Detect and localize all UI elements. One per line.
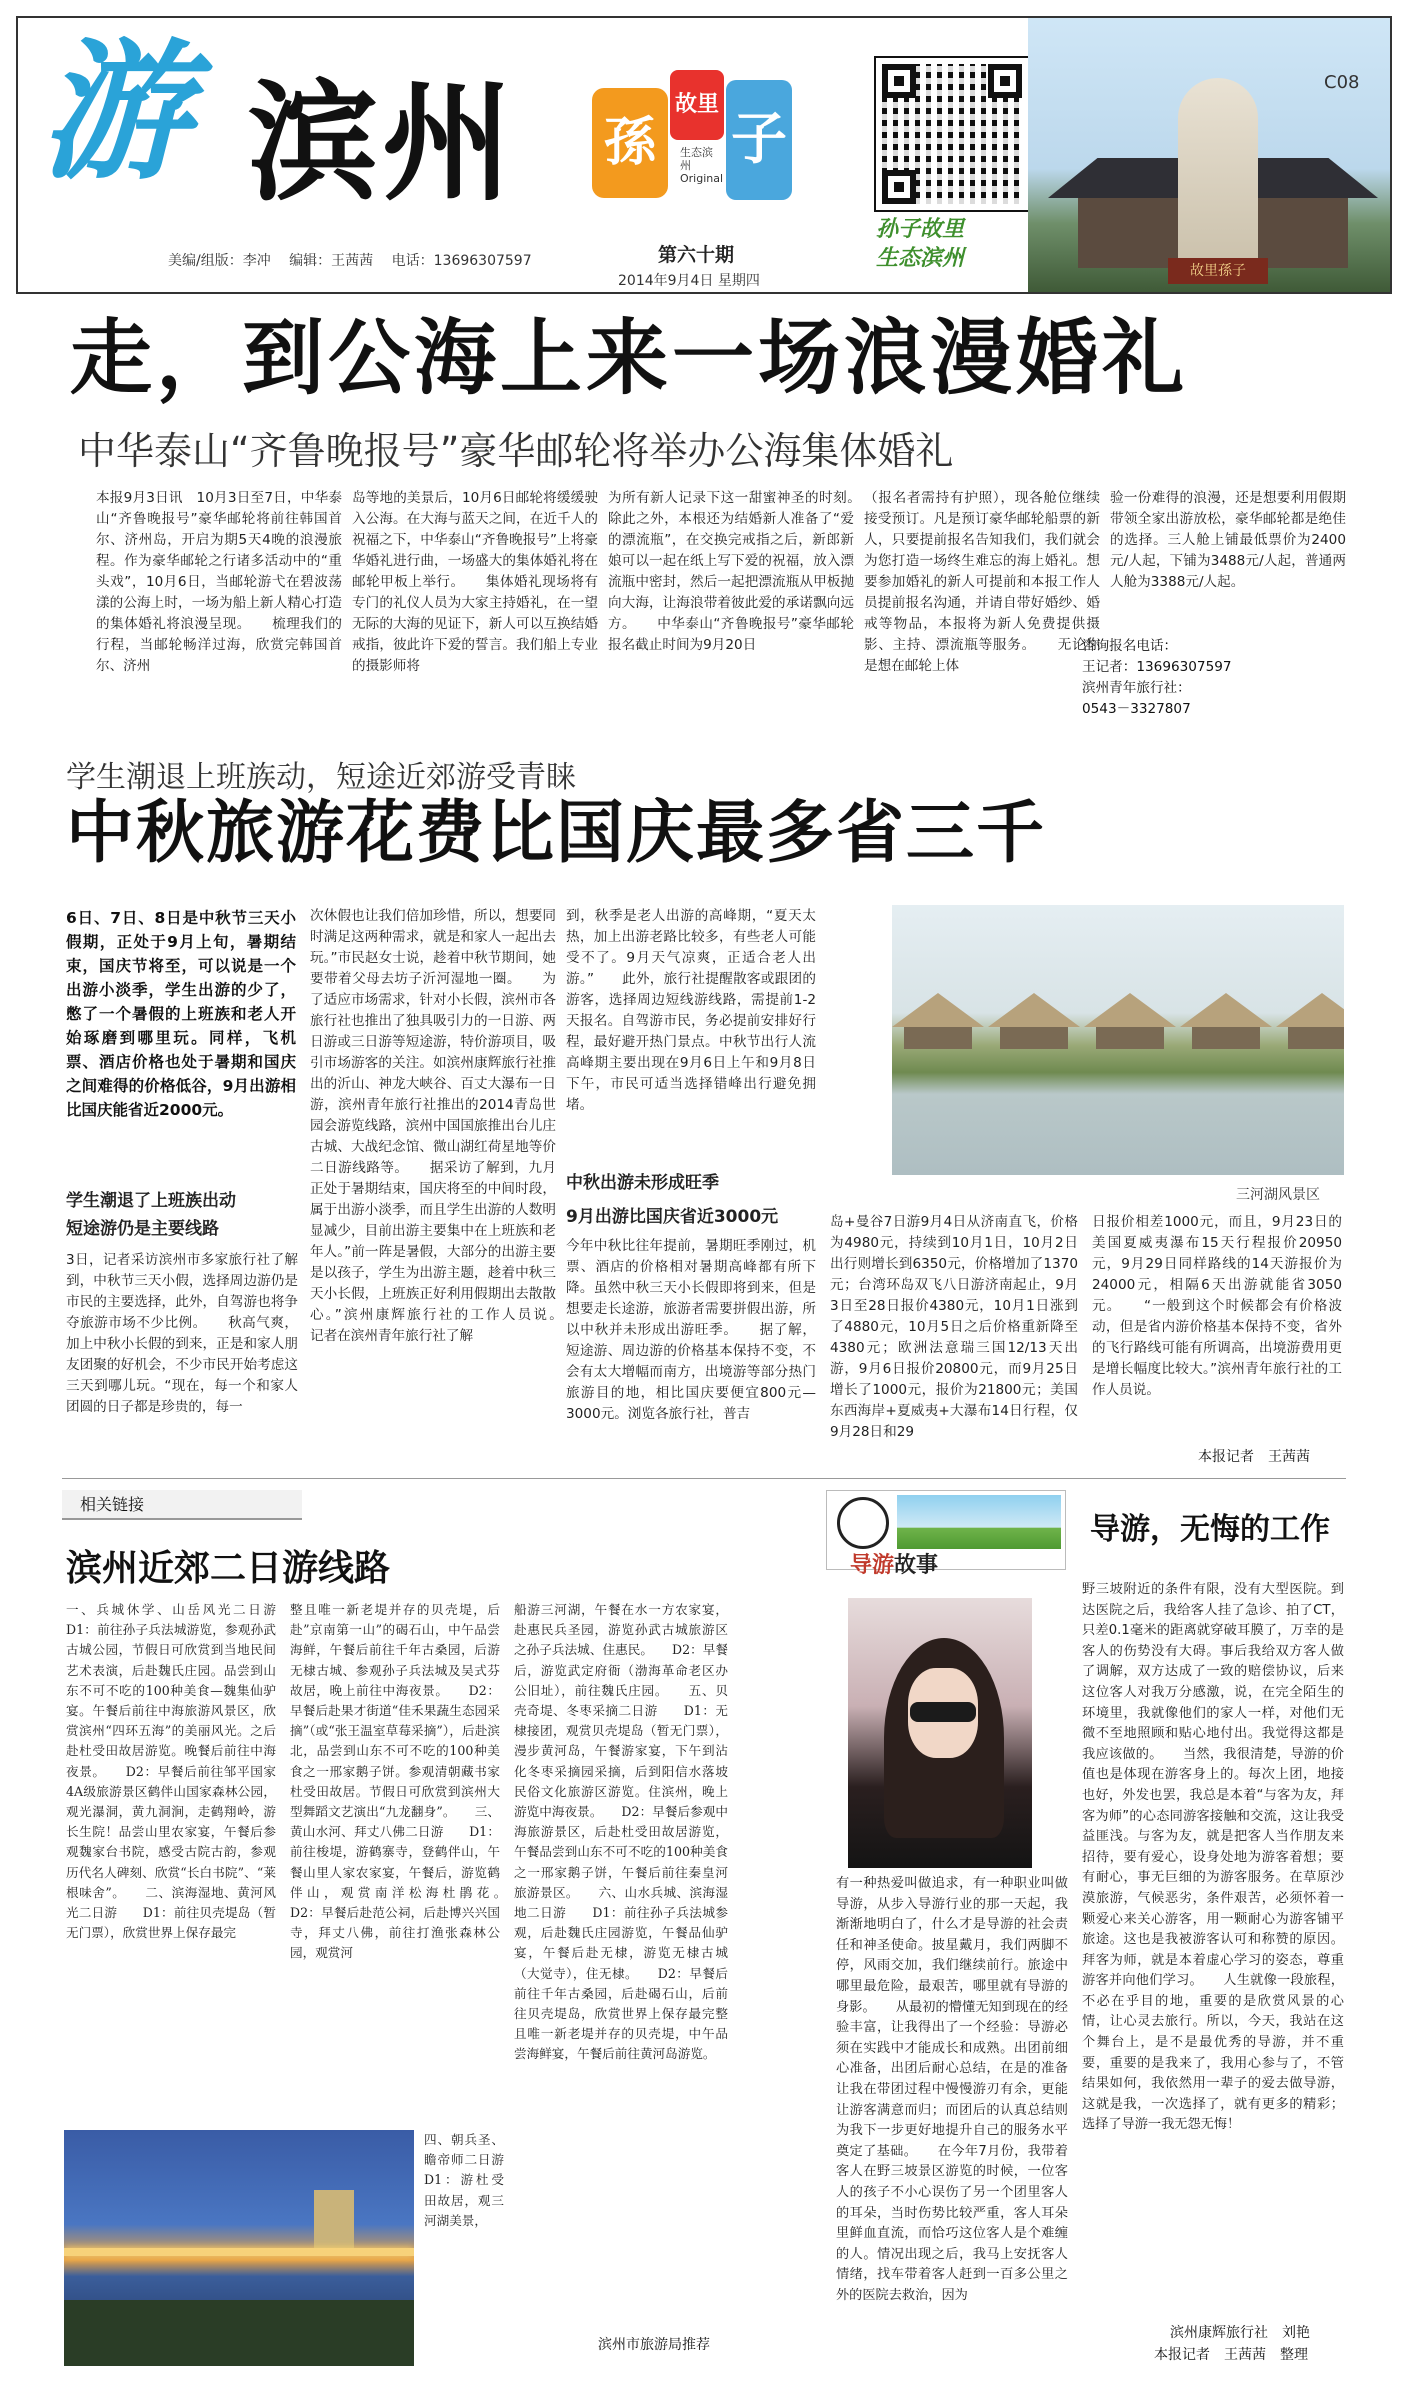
art-credit: 美编/组版：李冲 [168,253,271,269]
brand-city-name: 滨州 [248,67,517,219]
logo-caption: 生态滨州 Original [680,146,724,186]
related-column-4: 四、朝兵圣、瞻帝师二日游 D1：游杜受田故居，观三河湖美景， [424,2132,504,2228]
related-column-3: 船游三河湖，午餐在水一方农家宴，赴惠民兵圣园，游览孙武古城旅游区之孙子兵法城、住惠民。 D2：早餐后，游览武定府衙（渤海革命老区办公旧址），前往魏氏庄园。 五、贝壳奇堤、冬枣采摘二日游 D1：无棣接团，观赏贝壳堤岛（暂无门票），漫步黄河岛，午餐游家宴，下午到沾化冬枣采摘园采摘，后到阳信水落坡民俗文化旅游区游览。住滨州，晚上游览中海夜景。 D2：早餐后参观中海旅游景区，后赴杜受田故居游览，午餐品尝到山东不可不吃的100种美食之一邢家鹅子饼，午餐后前往秦皇河旅游景区。 六、山水兵城、滨海湿地二日游 D1：前往孙子兵法城参观，后赴魏氏庄园游览，午餐品仙驴宴，午餐后赴无棣，游览无棣古城（大觉寺），住无棣。 D2：早餐后前往千年古桑园，后赴碣石山，后前往贝壳堤岛，欣赏世界上保存最完整且唯一新老堤并存的贝壳堤，中午品尝海鲜宴，午餐后前往黄河岛游览。 [514,1602,728,2062]
related-byline: 滨州市旅游局推荐 [598,2337,710,2353]
masthead [16,16,1392,294]
related-column-1: 一、兵城休学、山岳风光二日游 D1：前往孙子兵法城游览，参观孙武古城公园，节假日可欣赏到当地民间艺术表演，后赴魏氏庄园。品尝到山东不可不吃的100种美食—魏集仙驴宴。午餐后前往中海旅游风景区，欣赏滨州“四环五海”的美丽风光。之后赴杜受田故居游览。晚餐后前往中海夜景。 D2：早餐后前往邹平国家4A级旅游景区鹤伴山国家森林公园，观光瀑洞，黄九洞涧，走鹤翔岭，游长生院！品尝山里农家宴，午餐后参观魏家台书院，感受古院古韵，参观历代名人碑刻、欣赏“长白书院”、“莱根味舍”。 二、滨海湿地、黄河风光二日游 D1：前往贝壳堤岛（暂无门票），欣赏世界上保存最完 [66,1602,276,1941]
temple-plaque: 故里孫子 [1168,258,1268,284]
article1-column-5: 验一份难得的浪漫，还是想要利用假期带领全家出游放松，豪华邮轮都是绝佳的选择。三人舱上铺最低票价为2400元/人起，下铺为3488元/人起，普通两人舱为3388元/人起。 [1110,490,1346,590]
article2-section2-title-2: 9月出游比国庆省近3000元 [566,1207,779,1227]
logo-tile-sun: 孫 [592,88,668,198]
article1-headline: 走，到公海上来一场浪漫婚礼 [70,311,1189,406]
article1-column-2: 岛等地的美景后，10月6日邮轮将缓缓驶入公海。在大海与蓝天之间，在近千人的祝福之下，中华泰山“齐鲁晚报号”上将豪华婚礼进行曲，一场盛大的集体婚礼将在邮轮甲板上举行。 集体婚礼现场将有专门的礼仪人员为大家主持婚礼，在一望无际的大海的见证下，新人可以互换结婚戒指，彼此许下爱的誓言。我们船上专业的摄影师将 [352,490,598,674]
section-divider [62,1478,1346,1479]
page-code: C08 [1324,72,1360,93]
article2-section1-title-2: 短途游仍是主要线路 [66,1219,219,1239]
related-links-tab: 相关链接 [62,1490,302,1520]
article2-column-4: 岛+曼谷7日游9月4日从济南直飞，价格为4980元，持续到10月1日，10月2日出行则增长到6350元，价格增加了1370元；台湾环岛双飞八日游济南起止，9月3日至28日报价4380元，10月1日涨到了4880元，10月5日之后价格重新降至4380元；欧洲法意瑞三国12/13天出游，9月6日报价20800元，而9月25日增长了1000元，报价为21800元；美国东西海岸+夏威夷+大瀑布14日行程，仅9月28日和29 [830,1214,1078,1440]
editor-credit: 编辑：王茜茜 [289,253,374,269]
guide-signature-author: 滨州康辉旅行社 刘艳 [1170,2325,1310,2341]
phone-credit: 电话：13696307597 [391,253,532,269]
article2-column-1: 3日，记者采访滨州市多家旅行社了解到，中秋节三天小假，选择周边游仍是市民的主要选择，此外，自驾游也将争夺旅游市场不少比例。 秋高气爽，加上中秋小长假的到来，正是和家人朋友团聚的好机会，不少市民开始考虑这三天到哪儿玩。“现在，每一个和家人团圆的日子都是珍贵的，每一 [66,1252,298,1415]
photo-caption: 三河湖风景区 [1236,1187,1320,1203]
contact-line-1: 咨询报名电话： [1082,638,1178,654]
contact-line-3: 滨州青年旅行社： [1082,680,1191,696]
sunzi-statue-photo [1028,18,1392,292]
contact-line-4: 0543－3327807 [1082,701,1191,717]
related-headline: 滨州近郊二日游线路 [66,1548,391,1589]
qr-code-icon[interactable] [876,58,1028,210]
article1-column-1: 本报9月3日讯 10月3日至7日，中华泰山“齐鲁晚报号”豪华邮轮将前往韩国首尔、济州岛，开启为期5天4晚的浪漫旅程。作为豪华邮轮之行诸多活动中的“重头戏”，10月6日，当邮轮游弋在碧波荡漾的公海上时，一场为船上新人精心打造的集体婚礼将浪漫呈现。 梳理我们的行程，当邮轮畅洋过海，欣赏完韩国首尔、济州 [96,490,342,674]
sanhe-lake-photo [892,905,1344,1175]
article2-lead: 6日、7日、8日是中秋节三天小假期，正处于9月上旬，暑期结束，国庆节将至，可以说是一个出游小淡季，学生出游的少了，憋了一个暑假的上班族和老人开始琢磨到哪里玩。同样，飞机票、酒店价格也处于暑期和国庆之间难得的价格低谷，9月出游相比国庆能省近2000元。 [66,909,296,1119]
issue-date: 2014年9月4日 星期四 [618,273,760,289]
guide-signature-editor: 本报记者 王茜茜 整理 [1154,2347,1308,2363]
article2-section2-title-1: 中秋出游未形成旺季 [566,1173,719,1193]
article2-column-2: 次休假也让我们倍加珍惜，所以，想要同时满足这两种需求，就是和家人一起出去玩。”市民赵女士说，趁着中秋节期间，她要带着父母去坊子沂河湿地一圈。 为了适应市场需求，针对小长假，滨州市各旅行社也推出了独具吸引力的一日游、两日游或三日游等短途游，特价游项目，吸引市场游客的关注。如滨州康辉旅行社推出的沂山、神龙大峡谷、百丈大瀑布一日游，滨州青年旅行社推出的2014青岛世园会游览线路，滨州中国国旅推出台儿庄古城、大战纪念馆、微山湖红荷星地等价二日游线路等。 据采访了解到，九月正处于暑期结束，国庆将至的中间时段，属于出游小淡季，而且学生出游的人数明显减少，目前出游主要集中在上班族和老年人。”前一阵是暑假，大部分的出游主要是以孩子，学生为出游主题，趁着中秋三天小长假，上班族正好利用假期出去散散心。”滨州康辉旅行社的工作人员说。 记者在滨州青年旅行社了解 [310,908,556,1344]
logo-tile-guli: 故里 [670,70,724,140]
guide-column-2: 野三坡附近的条件有限，没有大型医院。到达医院之后，我给客人挂了急诊、拍了CT，只差0.1毫米的距离就穿破耳膜了，万幸的是客人的伤势没有大碍。事后我给双方客人做了调解，双方达成了一致的赔偿协议，后来这位客人对我万分感激，说，在完全陌生的环境里，我就像他们的家人一样，对他们无微不至地照顾和贴心地付出。我觉得这都是我应该做的。 当然，我很清楚，导游的价值也是体现在游客身上的。每次上团，地接也好，外发也罢，我总是本着“与客为友，拜客为师”的心态同游客接触和交流，这让我受益匪浅。与客为友，就是把客人当作朋友来招待，要有爱心，设身处地为游客着想；要有耐心，事无巨细的为游客服务。在草原沙漠旅游，气候恶劣，条件艰苦，必须怀着一颗爱心来关心游客，用一颗耐心为游客铺平旅途。这也是我被游客认可和称赞的原因。拜客为师，就是本着虚心学习的姿态，尊重游客并向他们学习。 人生就像一段旅程，不必在乎目的地，重要的是欣赏风景的心情，让心灵去旅行。所以，今天，我站在这个舞台上，是不是最优秀的导游，并不重要，重要的是我来了，我用心参与了，不管结果如何，我依然用一辈子的爱去做导游，这就是我，一次选择了，就有更多的精彩；选择了导游一我无怨无悔！ [1082,1582,1344,2133]
guide-column-1: 有一种热爱叫做追求，有一种职业叫做导游，从步入导游行业的那一天起，我渐渐地明白了，什么才是导游的社会责任和神圣使命。披星戴月，我们两脚不停，风雨交加，我们继续前行。旅途中哪里最危险，最艰苦，哪里就有导游的身影。 从最初的懵懂无知到现在的经验丰富，让我得出了一个经验：导游必须在实践中才能成长和成熟。出团前细心准备，出团后耐心总结，在是的准备让我在带团过程中慢慢游刃有余，更能让游客满意而归；而团后的认真总结则为我下一步更好地提升自己的服务水平奠定了基础。 在今年7月份，我带着客人在野三坡景区游览的时候，一位客人的孩子不小心误伤了另一个团里客人的耳朵，当时伤势比较严重，客人耳朵里鲜血直流，而恰巧这位客人是个难缠的人。情况出现之后，我马上安抚客人情绪，找车带着客人赶到一百多公里之外的医院去救治，因为 [836,1876,1068,2303]
sunzi-hometown-logo [592,70,792,220]
article2-byline: 本报记者 王茜茜 [1198,1449,1310,1465]
article2-section1-title-1: 学生潮退了上班族出动 [66,1191,236,1211]
guide-label-red: 导游 [850,1553,895,1578]
article1-subheadline: 中华泰山“齐鲁晚报号”豪华邮轮将举办公海集体婚礼 [78,429,954,473]
signup-contact [1082,636,1302,720]
tour-guide-portrait [848,1598,1032,1868]
brand-you-character: 游 [40,26,191,200]
article2-column-3: 到，秋季是老人出游的高峰期，“夏天太热，加上出游老路比较多，有些老人可能受不了。9月天气凉爽，正适合老人出游。” 此外，旅行社提醒散客或跟团的游客，选择周边短线游线路，需提前1-2天报名。自驾游市民，务必提前安排好行程，最好避开热门景点。中秋节出行人流高峰期主要出现在9月6日上午和9月8日下午，市民可适当选择错峰出行避免拥堵。 [566,908,816,1113]
article2-subheadline: 学生潮退上班族动，短途近郊游受青睐 [66,760,576,795]
guide-story-label [850,1548,938,1579]
related-column-2: 整且唯一新老堤并存的贝壳堤，后赴”京南第一山”的碣石山，中午品尝海鲜，午餐后前往千年古桑园，后游无棣古城、参观孙子兵法城及吴式芬故居，晚上前往中海夜景。 D2：早餐后赴果才街道“佳禾果蔬生态园采摘”（或“张王温室草莓采摘”），后赴滨北，品尝到山东不可不吃的100种美食之一邢家鹅子饼。参观清朝藏书家杜受田故居。节假日可欣赏到滨州大型舞蹈文艺演出“九龙翻身”。 三、黄山水河、拜丈八佛二日游 D1：前往梭堤，游鹤寨寺，登鹤伴山，午餐山里人家农家宴，午餐后，游览鹤伴山，观赏南洋松海杜鹃花。 D2：早餐后赴范公祠，后赴博兴兴国寺，拜丈八佛，前往打渔张森林公园，观赏河 [290,1602,500,1961]
article1-column-3: 为所有新人记录下这一甜蜜神圣的时刻。 除此之外，本根还为结婚新人准备了“爱的漂流瓶”，在交换完戒指之后，新郎新娘可以一起在纸上写下爱的祝福，放入漂流瓶中密封，然后一起把漂流瓶从甲板抛向大海，让海浪带着彼此爱的承诺飘向远方。 中华泰山“齐鲁晚报号”豪华邮轮报名截止时间为9月20日 [608,490,854,653]
issue-number: 第六十期 [658,244,735,266]
slogan [876,216,1026,273]
editorial-credits [168,250,546,270]
binzhou-night-bridge-photo [64,2130,414,2366]
article2-headline: 中秋旅游花费比国庆最多省三千 [66,794,1047,873]
panda-mascot-icon [837,1497,889,1549]
article2-column-3b: 今年中秋比往年提前，暑期旺季刚过，机票、酒店的价格相对暑期高峰都有所下降。虽然中秋三天小长假即将到来，但是想要走长途游，旅游者需要拼假出游，所以中秋并未形成出游旺季。 据了解，短途游、周边游的价格基本保持不变，不会有太大增幅而南方，出境游等部分热门旅游目的地，相比国庆要便宜800元—3000元。浏览各旅行社，普吉 [566,1238,816,1422]
guide-label-black: 故事 [894,1553,939,1578]
article1-column-4: （报名者需持有护照），现各舱位继续接受预订。凡是预订豪华邮轮船票的新人，只要提前报名告知我们，我们就会为您打造一场终生难忘的海上婚礼。想要参加婚礼的新人可提前和本报工作人员提前报名沟通，并请自带好婚纱、婚戒等物品，本报将为新人免费提供摄影、主持、漂流瓶等服务。 无论你是想在邮轮上体 [864,490,1100,674]
slogan-line-2: 生态滨州 [876,245,965,271]
slogan-line-1: 孙子故里 [876,217,965,242]
guide-headline: 导游，无悔的工作 [1090,1512,1330,1547]
article2-column-5: 日报价相差1000元，而且，9月23日的美国夏威夷瀑布15天行程报价20950元，9月29日同样路线的14天游报价为24000元，相隔6天出游就能省3050元。 “一般到这个时候都会有价格波动，但是省内游价格基本保持不变，省外的飞行路线可能有所调高，出境游费用更是增长幅度比较大。”滨州青年旅行社的工作人员说。 [1092,1214,1342,1398]
contact-line-2: 王记者：13696307597 [1082,659,1232,675]
logo-tile-zi: 子 [726,80,792,200]
